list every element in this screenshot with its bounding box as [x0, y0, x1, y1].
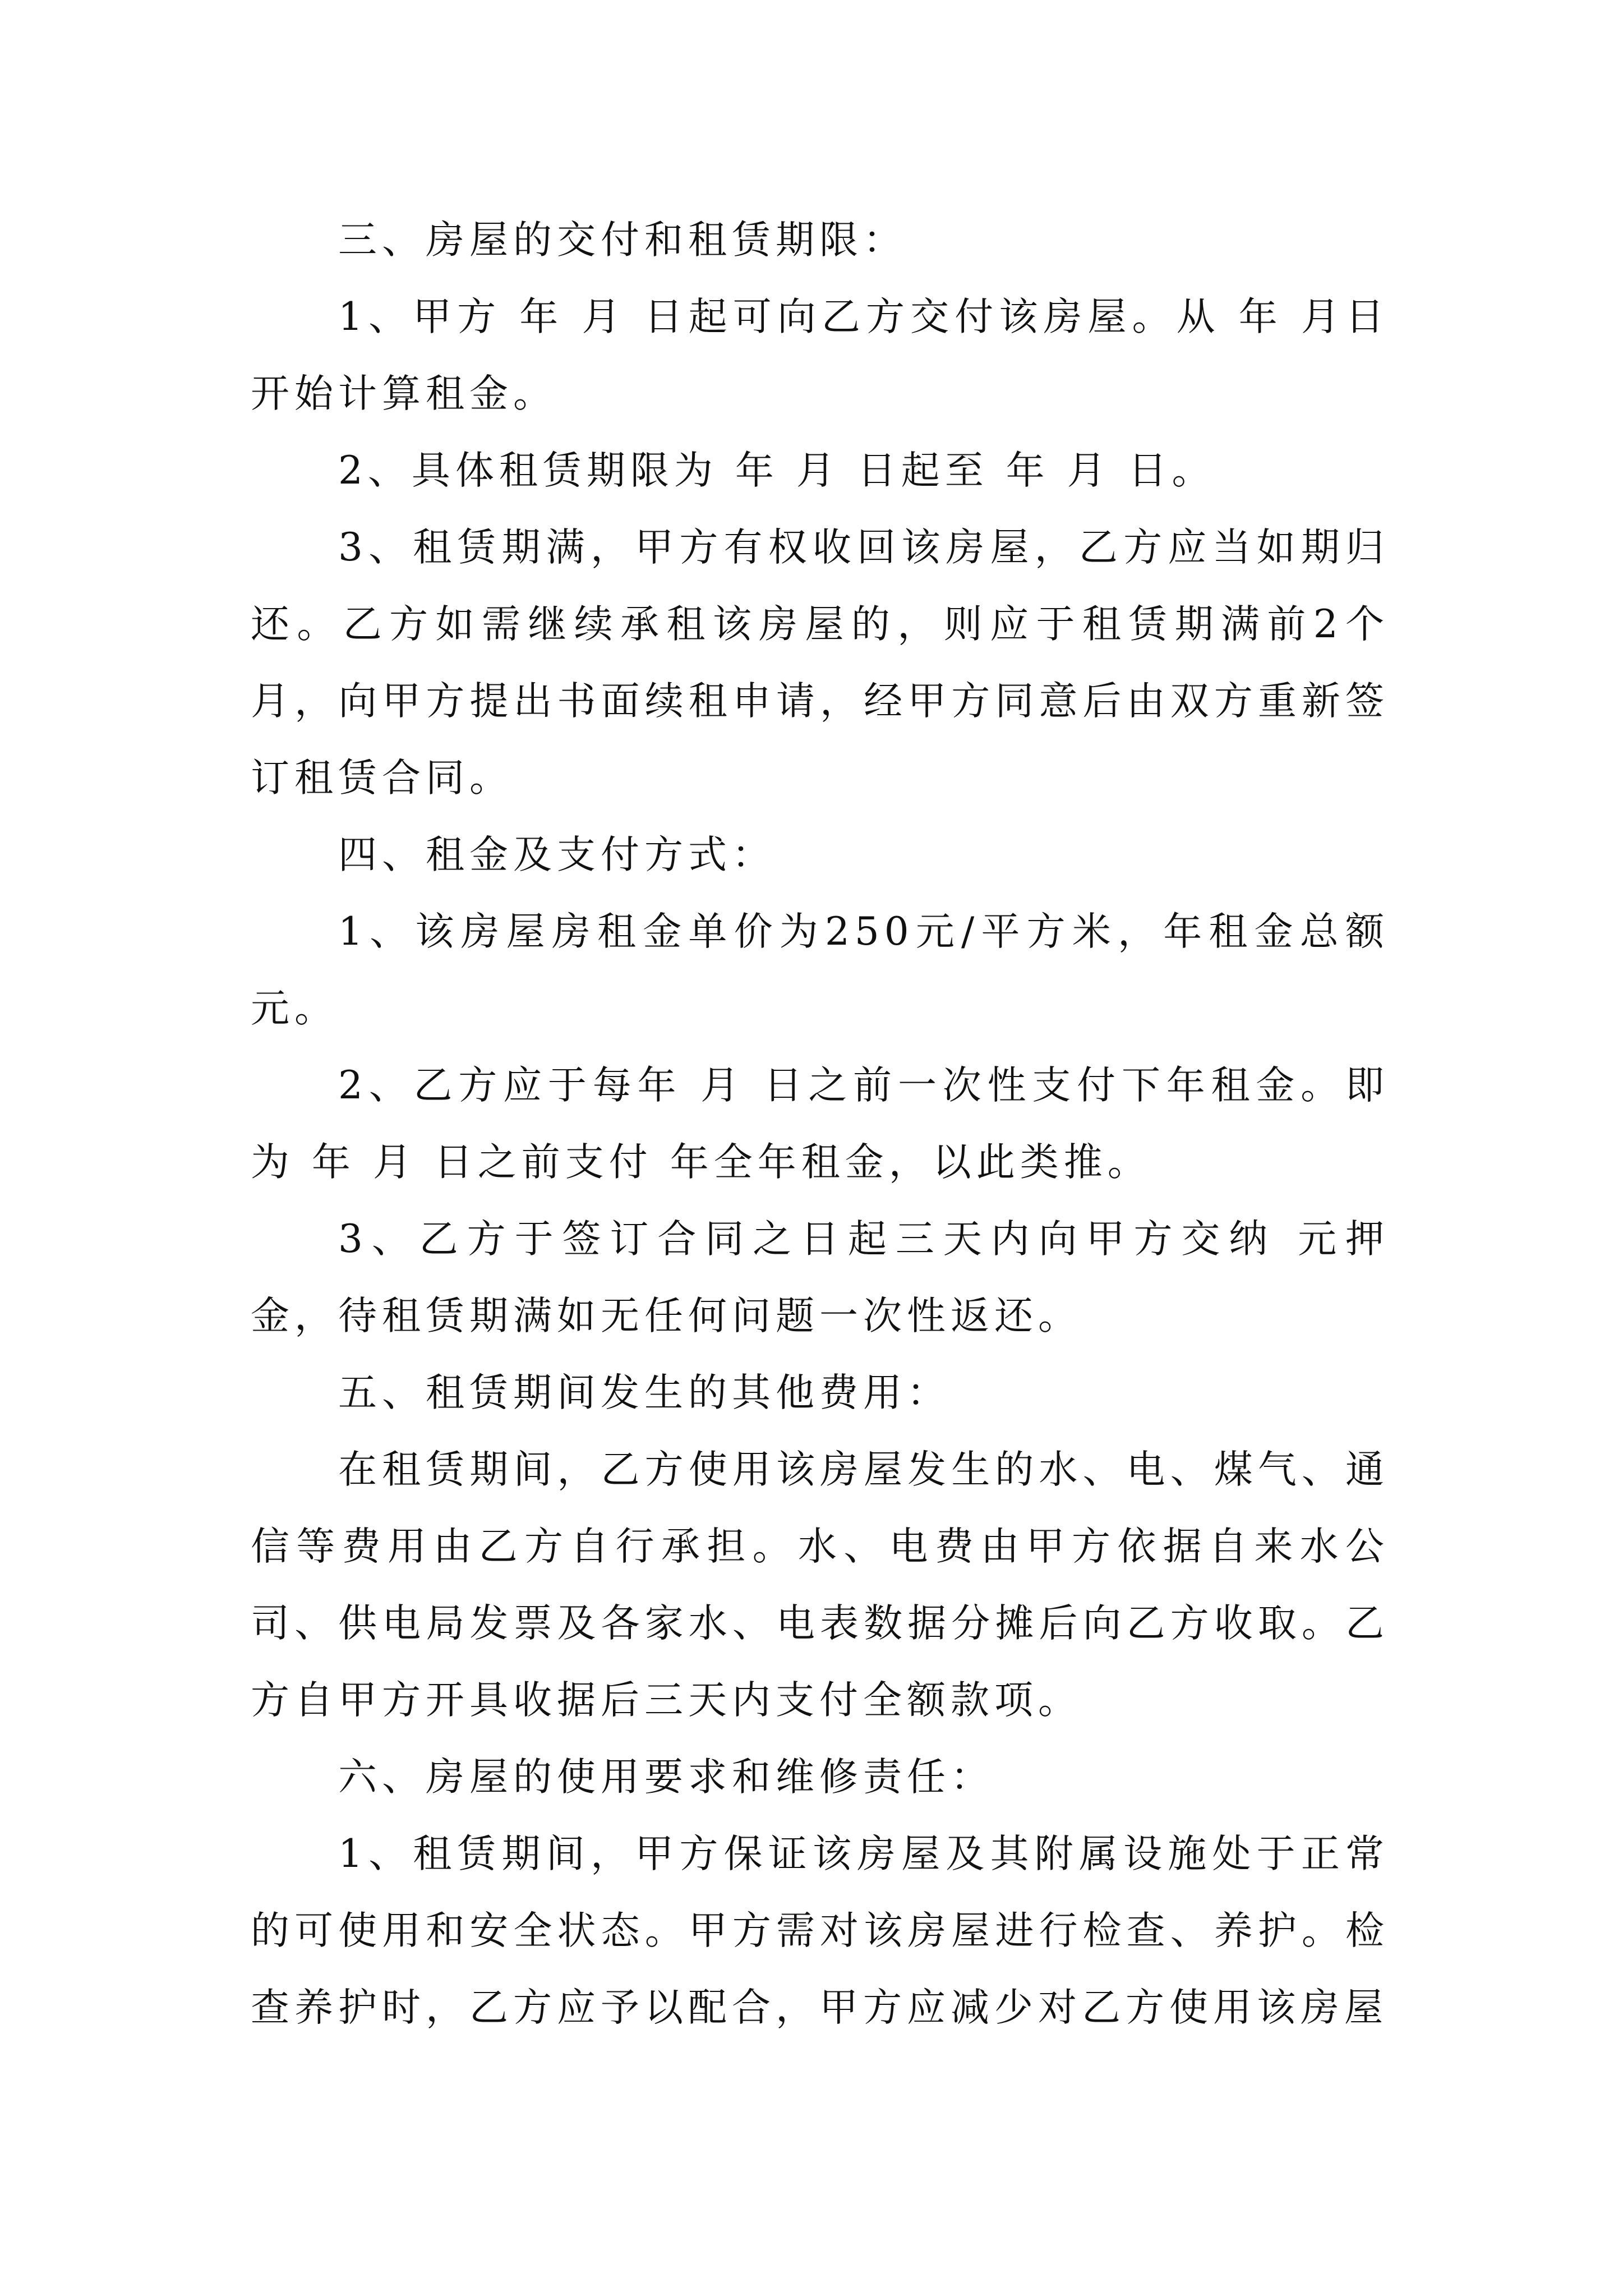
- paragraph-lease-period: 2、具体租赁期限为 年 月 日起至 年 月 日。: [338, 448, 1216, 493]
- paragraph-rent-price: 1、该房屋房租金单价为250元/平方米，年租金总额 元。: [251, 909, 1389, 1031]
- section-heading-rent-payment: 四、租金及支付方式：: [338, 832, 776, 877]
- paragraph-maintenance: 1、租赁期间，甲方保证该房屋及其附属设施处于正常的可使用和安全状态。甲方需对该房屋进行检查、养护。检查养护时，乙方应予以配合，甲方应减少对乙方使用该房屋: [251, 1832, 1389, 2030]
- paragraph-delivery-date: 1、甲方 年 月 日起可向乙方交付该房屋。从 年 月日开始计算租金。: [251, 295, 1389, 416]
- paragraph-lease-expiry: 3、租赁期满，甲方有权收回该房屋，乙方应当如期归还。乙方如需继续承租该房屋的，则应于租赁期满前2个月，向甲方提出书面续租申请，经甲方同意后由双方重新签订租赁合同。: [251, 525, 1389, 800]
- document-body: [251, 202, 1389, 2046]
- paragraph-rent-schedule: 2、乙方应于每年 月 日之前一次性支付下年租金。即为 年 月 日之前支付 年全年租金，以此类推。: [251, 1063, 1389, 1185]
- paragraph-utilities: 在租赁期间，乙方使用该房屋发生的水、电、煤气、通信等费用由乙方自行承担。水、电费由甲方依据自来水公司、供电局发票及各家水、电表数据分摊后向乙方收取。乙方自甲方开具收据后三天内支付全额款项。: [251, 1447, 1389, 1723]
- section-heading-delivery-term: 三、房屋的交付和租赁期限：: [338, 218, 907, 263]
- paragraph-deposit: 3、乙方于签订合同之日起三天内向甲方交纳 元押金，待租赁期满如无任何问题一次性返还。: [251, 1217, 1389, 1338]
- section-heading-other-fees: 五、租赁期间发生的其他费用：: [338, 1370, 951, 1415]
- section-heading-use-maintenance: 六、房屋的使用要求和维修责任：: [338, 1755, 994, 1800]
